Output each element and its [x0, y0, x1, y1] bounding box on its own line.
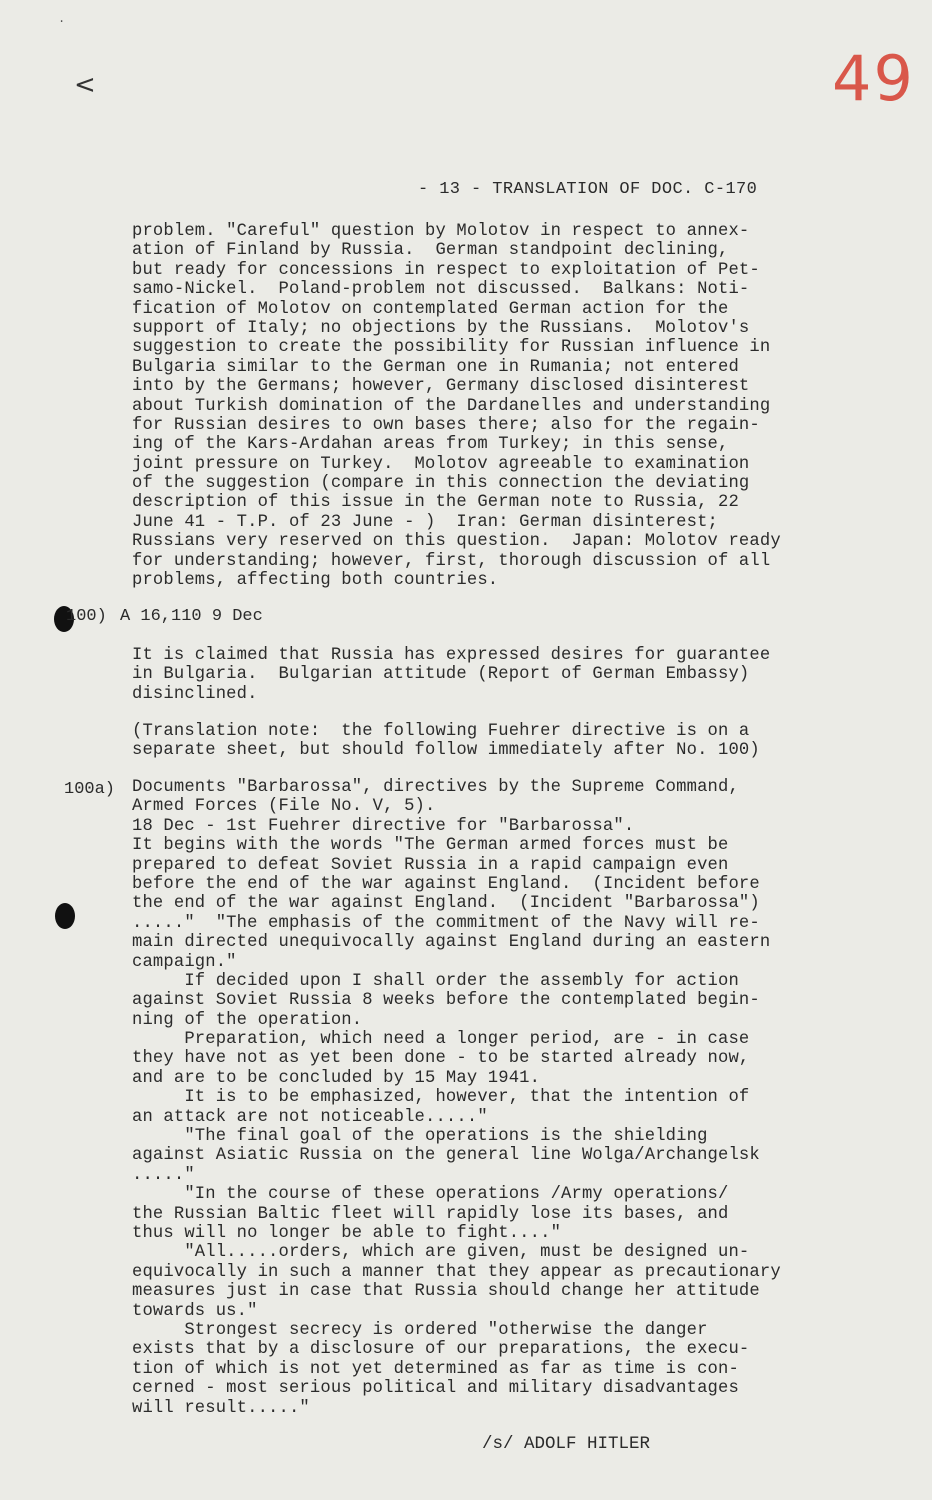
item-100a-number: 100a)	[64, 780, 116, 799]
item-100-number: 100)	[66, 607, 107, 626]
text-line: disinclined.	[132, 684, 258, 704]
text-line: thus will no longer be able to fight...."	[132, 1223, 562, 1243]
text-line: equivocally in such a manner that they appear as precautionary	[132, 1262, 781, 1282]
text-line: It is to be emphasized, however, that the intention of	[132, 1088, 750, 1108]
signature: /s/ ADOLF HITLER	[482, 1434, 651, 1454]
corner-pencil-mark: <	[74, 70, 96, 100]
text-line: separate sheet, but should follow immediately after No. 100)	[132, 741, 760, 761]
text-line: of the suggestion (compare in this connection the deviating	[132, 474, 750, 494]
text-line: Preparation, which need a longer period, are - in case	[132, 1030, 750, 1050]
text-line: suggestion to create the possibility for Russian influence in	[132, 338, 771, 358]
text-line: June 41 - T.P. of 23 June - ) Iran: German disinterest;	[132, 512, 718, 532]
text-line: support of Italy; no objections by the Russians. Molotov's	[132, 318, 750, 338]
text-line: the Russian Baltic fleet will rapidly lose its bases, and	[132, 1204, 729, 1224]
text-line: problem. "Careful" question by Molotov in respect to annex-	[132, 222, 750, 241]
text-line: fication of Molotov on contemplated German action for the	[132, 299, 729, 319]
paragraph-barbarossa-directive	[132, 778, 872, 1418]
text-line: Armed Forces (File No. V, 5).	[132, 797, 436, 817]
text-line: samo-Nickel. Poland-problem not discussed. Balkans: Noti-	[132, 280, 750, 300]
text-line: main directed unequivocally against England during an eastern	[132, 933, 771, 953]
text-line: ation of Finland by Russia. German standpoint declining,	[132, 241, 729, 261]
text-line: Bulgaria similar to the German one in Rumania; not entered	[132, 357, 739, 377]
text-line: problems, affecting both countries.	[132, 571, 499, 591]
text-line: "The final goal of the operations is the shielding	[132, 1127, 708, 1147]
text-line: ning of the operation.	[132, 1010, 363, 1030]
translation-note	[132, 722, 872, 761]
page-header: - 13 - TRANSLATION OF DOC. C-170	[418, 180, 758, 199]
text-line: Russians very reserved on this question. Japan: Molotov ready	[132, 532, 781, 552]
text-line: towards us."	[132, 1301, 258, 1321]
text-line: against Asiatic Russia on the general line Wolga/Archangelsk	[132, 1146, 760, 1166]
text-line: If decided upon I shall order the assembly for action	[132, 971, 739, 991]
text-line: joint pressure on Turkey. Molotov agreeable to examination	[132, 454, 750, 474]
text-line: and are to be concluded by 15 May 1941.	[132, 1068, 541, 1088]
text-line: for understanding; however, first, thorough discussion of all	[132, 551, 771, 571]
text-line: ....."	[132, 1165, 195, 1185]
punch-hole-lower	[55, 903, 75, 929]
corner-tick: .	[58, 12, 66, 26]
text-line: will result....."	[132, 1398, 310, 1418]
text-line: campaign."	[132, 952, 237, 972]
text-line: Documents "Barbarossa", directives by the Supreme Command,	[132, 778, 739, 797]
text-line: It is claimed that Russia has expressed desires for guarantee	[132, 646, 771, 665]
text-line: before the end of the war against England. (Incident before	[132, 874, 760, 894]
text-line: description of this issue in the German note to Russia, 22	[132, 493, 739, 513]
text-line: Strongest secrecy is ordered "otherwise the danger	[132, 1320, 708, 1340]
text-line: "All.....orders, which are given, must be designed un-	[132, 1243, 750, 1263]
text-line: for Russian desires to own bases there; also for the regain-	[132, 415, 760, 435]
text-line: (Translation note: the following Fuehrer directive is on a	[132, 722, 750, 741]
text-line: 18 Dec - 1st Fuehrer directive for "Barbarossa".	[132, 816, 635, 836]
item-100-heading: A 16,110 9 Dec	[120, 607, 263, 626]
handwritten-page-number: 49	[832, 42, 915, 115]
text-line: the end of the war against England. (Incident "Barbarossa")	[132, 894, 760, 914]
text-line: It begins with the words "The German armed forces must be	[132, 836, 729, 856]
text-line: ing of the Kars-Ardahan areas from Turkey; in this sense,	[132, 435, 729, 455]
text-line: they have not as yet been done - to be started already now,	[132, 1049, 750, 1069]
text-line: cerned - most serious political and military disadvantages	[132, 1379, 739, 1399]
text-line: prepared to defeat Soviet Russia in a rapid campaign even	[132, 855, 729, 875]
text-line: ....." "The emphasis of the commitment of the Navy will re-	[132, 913, 760, 933]
text-line: against Soviet Russia 8 weeks before the contemplated begin-	[132, 991, 760, 1011]
text-line: into by the Germans; however, Germany disclosed disinterest	[132, 377, 750, 397]
paragraph-molotov-talks	[132, 222, 872, 590]
text-line: but ready for concessions in respect to exploitation of Pet-	[132, 260, 760, 280]
text-line: in Bulgaria. Bulgarian attitude (Report of German Embassy)	[132, 665, 750, 685]
text-line: about Turkish domination of the Dardanelles and understanding	[132, 396, 771, 416]
text-line: measures just in case that Russia should change her attitude	[132, 1282, 760, 1302]
paragraph-bulgaria	[132, 646, 872, 704]
text-line: an attack are not noticeable....."	[132, 1107, 488, 1127]
text-line: "In the course of these operations /Army operations/	[132, 1185, 729, 1205]
text-line: tion of which is not yet determined as far as time is con-	[132, 1359, 739, 1379]
text-line: exists that by a disclosure of our preparations, the execu-	[132, 1340, 750, 1360]
